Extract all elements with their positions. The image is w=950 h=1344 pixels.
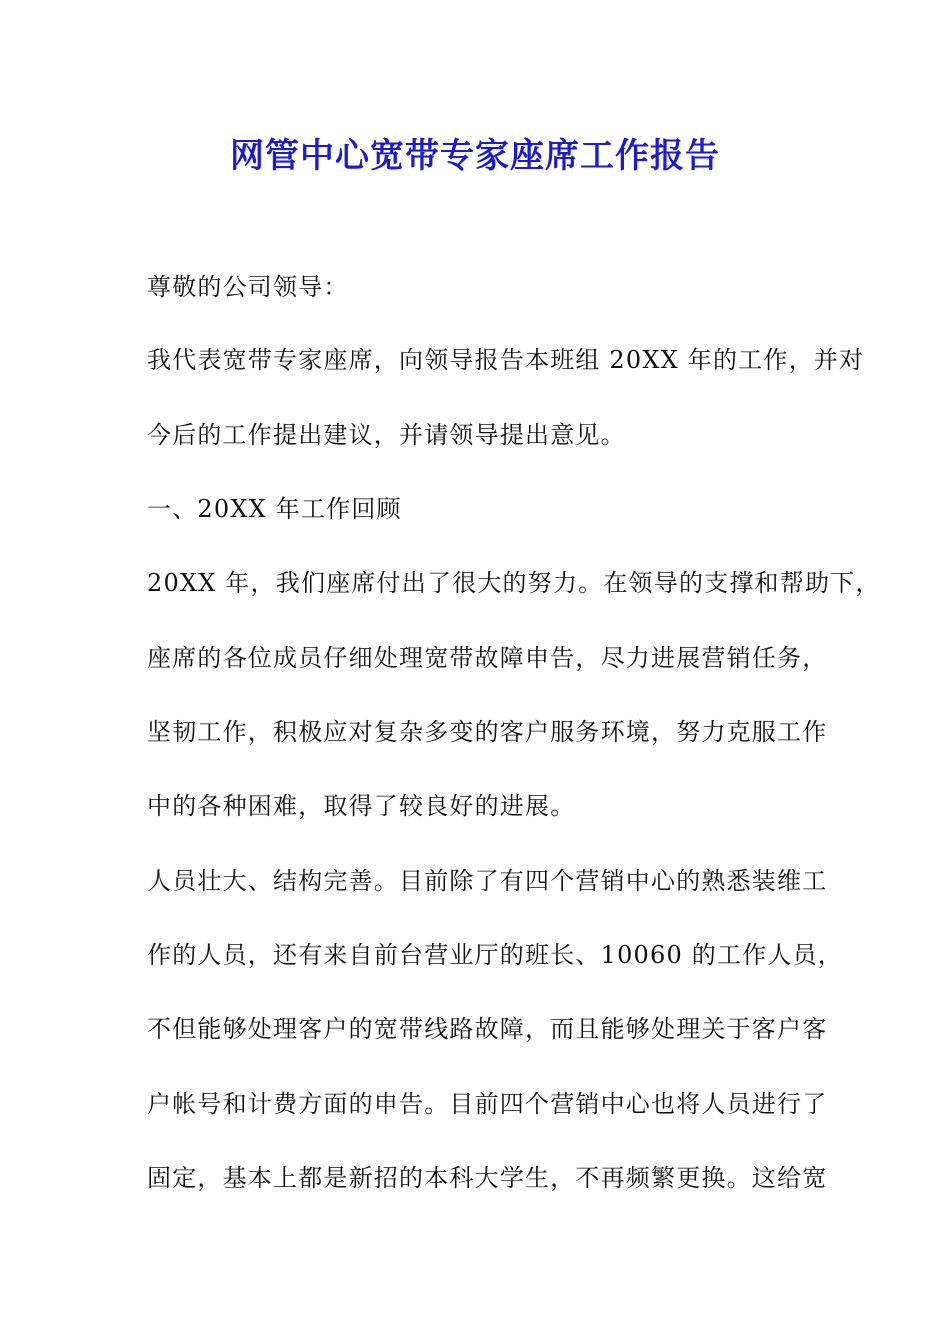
paragraph-line: 作的人员，还有来自前台营业厅的班长、10060 的工作人员，: [147, 941, 843, 969]
paragraph-line: 固定，基本上都是新招的本科大学生，不再频繁更换。这给宽: [147, 1164, 828, 1192]
paragraph-line: 今后的工作提出建议，并请领导提出意见。: [147, 421, 626, 449]
paragraph-line: 坚韧工作，积极应对复杂多变的客户服务环境，努力克服工作: [147, 718, 828, 746]
paragraph-line: 中的各种困难，取得了较良好的进展。: [147, 792, 576, 820]
section-heading: 一、20XX 年工作回顾: [147, 495, 402, 523]
paragraph-line: 20XX 年，我们座席付出了很大的努力。在领导的支撑和帮助下，: [147, 569, 881, 597]
paragraph-line: 我代表宽带专家座席，向领导报告本班组 20XX 年的工作，并对: [147, 346, 865, 374]
paragraph-line: 户帐号和计费方面的申告。目前四个营销中心也将人员进行了: [147, 1090, 828, 1118]
paragraph-line: 人员壮大、结构完善。目前除了有四个营销中心的熟悉装维工: [147, 867, 828, 895]
document-title: 网管中心宽带专家座席工作报告: [230, 136, 720, 176]
paragraph-line: 座席的各位成员仔细处理宽带故障申告，尽力进展营销任务，: [147, 644, 828, 672]
salutation: 尊敬的公司领导：: [147, 273, 349, 301]
paragraph-line: 不但能够处理客户的宽带线路故障，而且能够处理关于客户客: [147, 1015, 828, 1043]
